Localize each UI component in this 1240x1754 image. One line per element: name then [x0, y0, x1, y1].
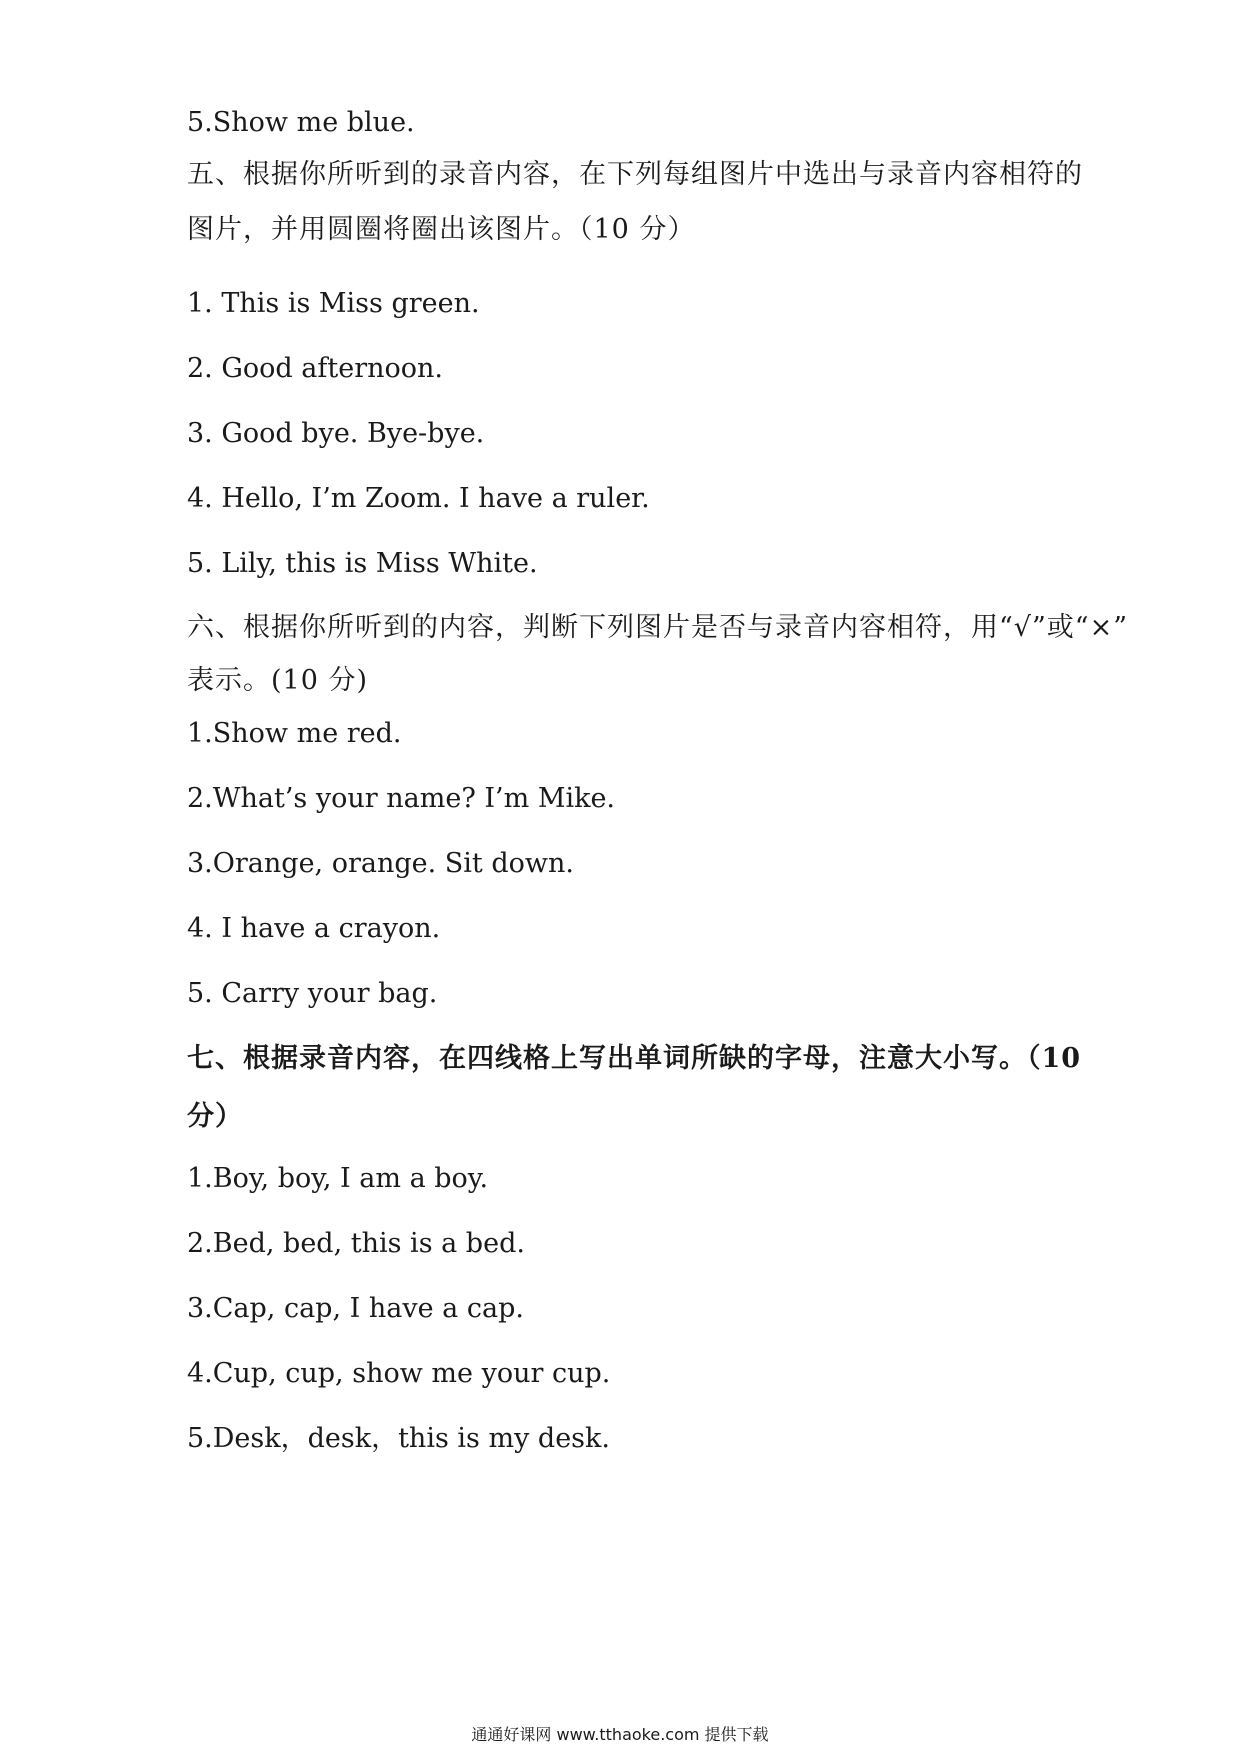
- section7-heading: 七、根据录音内容，在四线格上写出单词所缺的字母，注意大小写。（10: [187, 1043, 1082, 1074]
- section6-item-2: 2.What’s your name? I’m Mike.: [187, 783, 616, 814]
- section4-item-5: 5.Show me blue.: [187, 107, 415, 138]
- section5-item-3: 3. Good bye. Bye-bye.: [187, 418, 485, 449]
- section5-item-1: 1. This is Miss green.: [187, 288, 480, 319]
- section6-item-1: 1.Show me red.: [187, 718, 402, 749]
- section7-item-5: 5.Desk，desk，this is my desk.: [187, 1423, 610, 1454]
- section5-item-4: 4. Hello, I’m Zoom. I have a ruler.: [187, 483, 650, 514]
- section7-heading-cont: 分）: [187, 1101, 243, 1132]
- section5-item-5: 5. Lily, this is Miss White.: [187, 548, 538, 579]
- section7-item-3: 3.Cap, cap, I have a cap.: [187, 1293, 524, 1324]
- section7-item-4: 4.Cup, cup, show me your cup.: [187, 1358, 611, 1389]
- section5-item-2: 2. Good afternoon.: [187, 353, 443, 384]
- section7-item-1: 1.Boy, boy, I am a boy.: [187, 1163, 489, 1194]
- section6-heading-cont: 表示。(10 分): [187, 665, 369, 696]
- section5-heading-cont: 图片，并用圆圈将圈出该图片。（10 分）: [187, 214, 696, 245]
- section7-item-2: 2.Bed, bed, this is a bed.: [187, 1228, 525, 1259]
- section5-heading: 五、根据你所听到的录音内容，在下列每组图片中选出与录音内容相符的: [187, 159, 1083, 190]
- section6-item-3: 3.Orange, orange. Sit down.: [187, 848, 574, 879]
- section6-heading: 六、根据你所听到的内容，判断下列图片是否与录音内容相符，用“√”或“×”: [187, 612, 1129, 643]
- section6-item-4: 4. I have a crayon.: [187, 913, 441, 944]
- page-footer: 通通好课网 www.tthaoke.com 提供下载: [471, 1725, 769, 1744]
- section6-item-5: 5. Carry your bag.: [187, 978, 438, 1009]
